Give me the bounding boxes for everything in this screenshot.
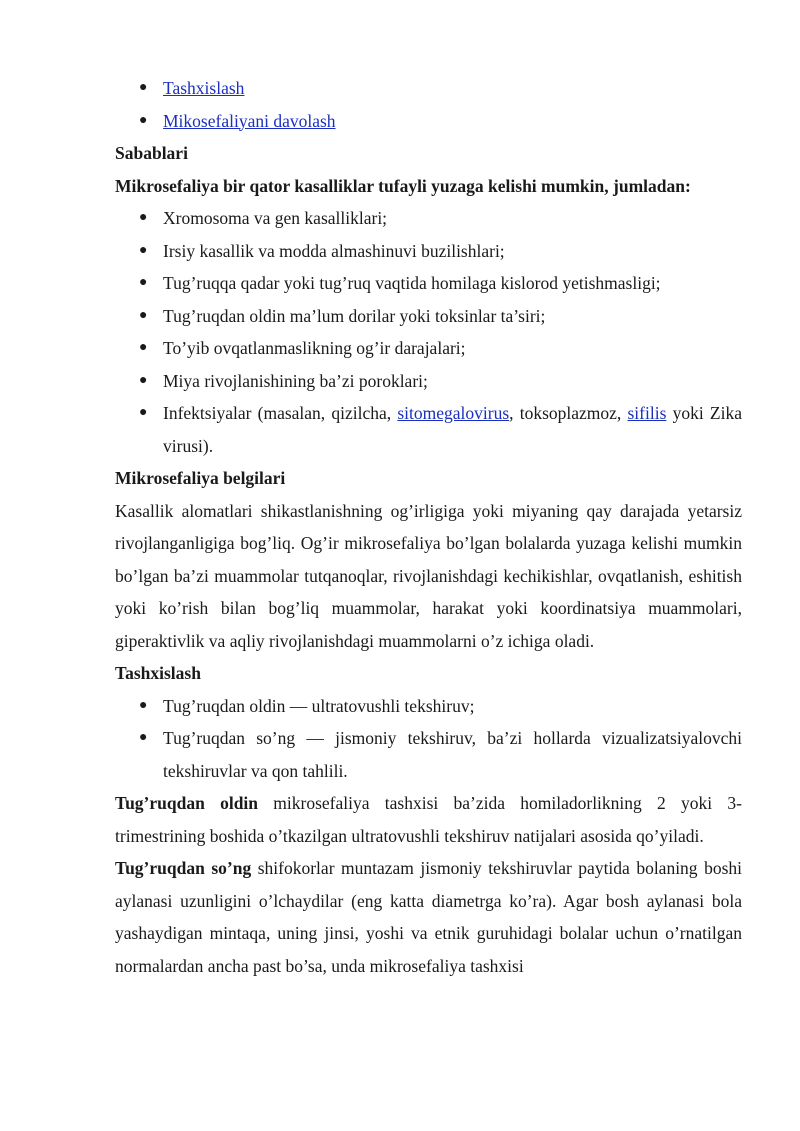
link-sifilis[interactable]: sifilis [627, 403, 667, 423]
bullet-icon: ● [139, 405, 148, 420]
list-item [115, 397, 742, 462]
list-item [115, 690, 742, 723]
diagnosis-list [115, 690, 742, 788]
bullet-icon: ● [139, 112, 148, 128]
diagnosis-paragraph-before-birth [115, 787, 742, 852]
list-item [115, 105, 742, 138]
list-item [115, 722, 742, 787]
section-heading-diagnosis: Tashxislash [115, 663, 201, 683]
list-item [115, 72, 742, 105]
document-page [115, 72, 742, 982]
paragraph-text: mikrosefaliya tashxisi ba’zida homiladorlikning 2 yoki 3-trimestrining boshida o’tkazilgan ultratovushli tekshiruv natijalari asosida qo’yiladi. [115, 793, 743, 846]
section-heading-symptoms: Mikrosefaliya belgilari [115, 468, 286, 488]
bullet-icon: ● [139, 80, 148, 95]
bullet-icon: ● [139, 372, 148, 388]
section-heading-causes: Sabablari [115, 143, 188, 163]
list-item [115, 300, 742, 333]
bullet-icon: ● [139, 242, 148, 258]
causes-intro: Mikrosefaliya bir qator kasalliklar tufayli yuzaga kelishi mumkin, jumladan: [115, 175, 691, 196]
diagnosis-paragraph-after-birth [115, 852, 742, 982]
list-item [115, 202, 742, 235]
list-item-text: Irsiy kasallik va modda almashinuvi buzilishlari; [163, 240, 505, 261]
bullet-icon: ● [139, 275, 148, 290]
bold-term: Tug’ruqdan so’ng [115, 858, 252, 878]
list-item [115, 267, 742, 300]
toc-list [115, 72, 742, 137]
bullet-icon: ● [139, 730, 148, 745]
bullet-icon: ● [139, 307, 148, 323]
list-item-text: Tug’ruqdan oldin — ultratovushli tekshiruv; [163, 695, 475, 716]
list-item-text: Tug’ruqdan oldin ma’lum dorilar yoki toksinlar ta’siri; [163, 305, 546, 326]
list-item [115, 332, 742, 365]
list-item-text: Tug’ruqqa qadar yoki tug’ruq vaqtida homilaga kislorod yetishmasligi; [163, 273, 661, 293]
toc-link-tashxislash[interactable]: Tashxislash [163, 78, 245, 98]
infections-middle: , toksoplazmoz, [509, 403, 628, 423]
infections-prefix: Infektsiyalar (masalan, qizilcha, [163, 403, 398, 423]
list-item [115, 365, 742, 398]
infections-suffix: yoki Zika virusi). [163, 403, 742, 456]
list-item [115, 235, 742, 268]
bullet-icon: ● [139, 697, 148, 713]
list-item-text: To’yib ovqatlanmaslikning og’ir darajalari; [163, 338, 466, 358]
symptoms-paragraph: Kasallik alomatlari shikastlanishning og’irligiga yoki miyaning qay darajada yetarsiz rivojlanganligiga bog’liq. Og’ir mikrosefaliya bo’lgan bolalarda yuzaga kelishi mumkin bo’lgan ba’zi muammolar tutqanoqlar, rivojlanishdagi kechikishlar, ovqatlanish, eshitish yoki ko’rish bilan bog’liq muammolar, harakat yoki koordinatsiya muammolari, giperaktivlik va aqliy rivojlanishdagi muammolarni o’z ichiga oladi. [115, 500, 742, 651]
bold-term: Tug’ruqdan oldin [115, 793, 259, 813]
bullet-icon: ● [139, 340, 148, 355]
causes-list [115, 202, 742, 462]
list-item-text: Tug’ruqdan so’ng — jismoniy tekshiruv, ba’zi hollarda vizualizatsiyalovchi tekshiruvlar va qon tahlili. [163, 728, 742, 781]
bullet-icon: ● [139, 210, 148, 225]
link-sitomegalovirus[interactable]: sitomegalovirus [397, 403, 510, 423]
list-item-text: Xromosoma va gen kasalliklari; [163, 208, 388, 228]
toc-link-davolash[interactable]: Mikosefaliyani davolash [163, 110, 336, 131]
paragraph-text: shifokorlar muntazam jismoniy tekshiruvlar paytida bolaning boshi aylanasi uzunligini o’lchaydilar (eng katta diametrga ko’ra). Agar bosh aylanasi bola yashaydigan mintaqa, uning jinsi, yoshi va etnik guruhidagi bolalar uchun o’rnatilgan normalardan ancha past bo’sa, unda mikrosefaliya tashxisi [115, 858, 742, 976]
list-item-text: Miya rivojlanishining ba’zi poroklari; [163, 370, 428, 391]
